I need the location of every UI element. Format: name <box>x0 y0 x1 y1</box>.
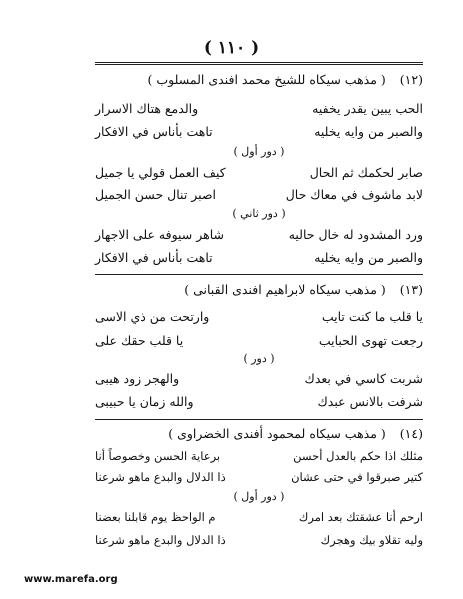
second-hemistich: تاهت بأناس في الافكار <box>95 249 213 265</box>
second-hemistich: كيف العمل قولي يا جميل <box>95 164 226 180</box>
page-number: ( ١١٠ ) <box>203 38 260 58</box>
first-hemistich: والصبر من وايه يخليه <box>314 123 423 139</box>
couplet <box>95 98 423 118</box>
couplet <box>95 507 423 527</box>
couplet <box>95 368 423 388</box>
round-label: ( دور أول ) <box>233 490 285 503</box>
header-rule <box>95 62 423 65</box>
second-hemistich: ذا الدلال والبدع ماهو شرعنا <box>95 470 226 484</box>
couplet <box>95 530 423 550</box>
second-hemistich: شاهر سيوفه على الاجهار <box>95 226 225 242</box>
first-hemistich: لابد ماشوف في معاك حال <box>285 186 423 202</box>
couplet <box>95 224 423 244</box>
couplet <box>95 247 423 267</box>
second-hemistich: يا قلب حقك على <box>95 332 184 348</box>
section-divider <box>95 274 423 275</box>
first-hemistich: مثلك اذا حكم بالعدل أحسن <box>293 449 423 463</box>
round-label: ( دور ثاني ) <box>232 207 286 220</box>
couplet <box>95 162 423 182</box>
couplet <box>95 330 423 350</box>
couplet <box>95 391 423 411</box>
section-divider <box>95 419 423 420</box>
second-hemistich: م الواحظ يوم قابلنا بعضنا <box>95 510 216 524</box>
first-hemistich: شرفت بالانس عبدك <box>317 393 423 409</box>
first-hemistich: رجعت تهوى الحبايب <box>318 332 423 348</box>
couplet <box>95 184 423 204</box>
second-hemistich: والله زمان يا حبيبى <box>95 393 194 409</box>
first-hemistich: كتير صبرقوا في حتى عشان <box>291 470 423 484</box>
first-hemistich: يا قلب ما كنت تايب <box>321 308 423 324</box>
second-hemistich: والدمع هتاك الاسرار <box>95 100 199 116</box>
section-title: ( مذهب سيكاه للشيخ محمد افندى المسلوب ) <box>147 72 386 87</box>
couplet <box>95 467 423 487</box>
section-title: ( مذهب سيكاه لمحمود أفندى الخضراوى ) <box>168 426 386 441</box>
second-hemistich: والهجر زود هيبى <box>95 370 180 386</box>
second-hemistich: برعاية الحسن وخصوصاً أنا <box>95 449 221 463</box>
first-hemistich: ورد المشدود له خال حاليه <box>288 226 423 242</box>
section-number: (١٤) <box>399 426 423 441</box>
round-label: ( دور أول ) <box>233 145 285 158</box>
section-number: (١٢) <box>399 72 423 87</box>
couplet <box>95 446 423 466</box>
site-watermark-url: www.marefa.org <box>24 574 118 585</box>
section-title: ( مذهب سيكاه لابراهيم افندى القبانى ) <box>184 282 386 297</box>
couplet <box>95 121 423 141</box>
section-heading <box>95 426 423 441</box>
second-hemistich: تاهت بأناس في الافكار <box>95 123 213 139</box>
first-hemistich: الحب يبين يقدر يخفيه <box>312 100 423 116</box>
couplet <box>95 306 423 326</box>
section-heading <box>95 72 423 87</box>
second-hemistich: اصبر تنال حسن الجميل <box>95 186 217 202</box>
section-heading <box>95 282 423 297</box>
first-hemistich: شربت كاسي في بعدك <box>304 370 423 386</box>
section-number: (١٣) <box>399 282 423 297</box>
first-hemistich: والصبر من وايه يخليه <box>314 249 423 265</box>
first-hemistich: صابر لحكمك ثم الحال <box>309 164 423 180</box>
first-hemistich: وليه تقلاو بيك وهجرك <box>320 533 423 547</box>
round-label: ( دور ) <box>243 352 275 365</box>
second-hemistich: وارتحت من ذي الاسى <box>95 308 210 324</box>
first-hemistich: ارحم أنا عشقتك بعد امرك <box>298 510 423 524</box>
second-hemistich: ذا الدلال والبدع ماهو شرعنا <box>95 533 226 547</box>
